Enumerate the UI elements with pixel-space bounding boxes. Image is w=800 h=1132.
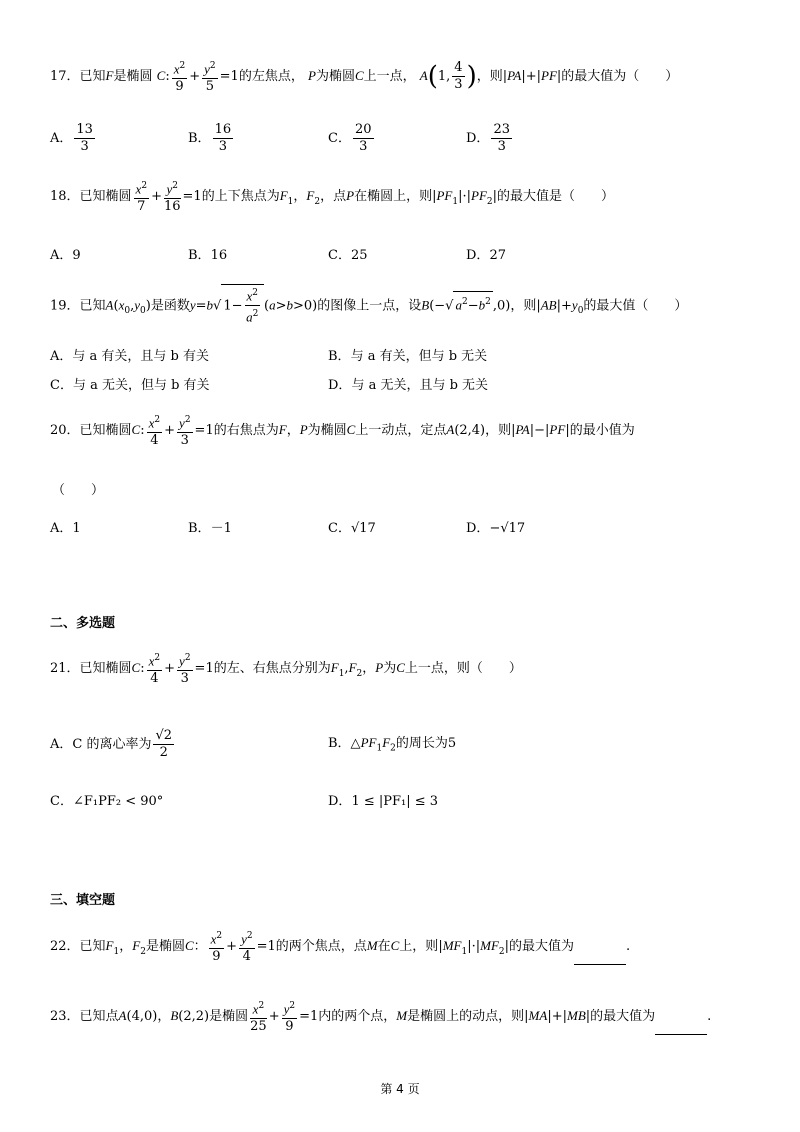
q18-number: 18．已知椭圆	[50, 189, 132, 205]
q20-option-d-value: −√17	[489, 521, 526, 536]
q20-option-a[interactable]: A．1	[50, 521, 81, 536]
q19-text: 是函数	[150, 298, 190, 314]
q18-text: ，	[293, 189, 307, 205]
page-number: 第 4 页	[380, 1082, 420, 1096]
q18-text: ，点	[320, 189, 347, 205]
q17-text: 是椭圆	[113, 69, 153, 85]
q18-option-a-value: 9	[72, 248, 81, 263]
q22-answer-blank[interactable]	[574, 950, 626, 965]
question-19: 19．已知$A(x_0,y_0)$是函数y=b√ 1− $\frac{x^2}{a^2}$ (a>b>0)的图像上一点，设B(−√ $a^2-b^2$ ,0)，则$|AB|+y_0$的最大值（ ）	[50, 284, 760, 327]
q21-option-b-text: 的周长为5	[395, 736, 457, 751]
q17-number: 17．已知	[50, 69, 106, 85]
q21-option-d[interactable]: D．1 ≤ |PF₁| ≤ 3	[328, 794, 439, 809]
q21-text: 的左、右焦点分别为	[213, 661, 331, 677]
q18-option-b[interactable]: B．16	[188, 248, 228, 263]
question-18: 18．已知椭圆 $\frac{x^2}{7}$ + $\frac{y^2}{16}$ =1的上下焦点为$F_1$，$F_2$，点P在椭圆上，则$|PF_1|\cdot|PF_2|$的最大值是（ ）	[50, 178, 760, 215]
q21-option-a-text: C 的离心率为	[72, 737, 152, 752]
q20-option-c[interactable]: C．√17	[328, 521, 376, 536]
q20-text: 为椭圆	[307, 423, 347, 439]
q19-number: 19．已知	[50, 298, 106, 314]
q19-option-d[interactable]: D．与 a 无关，且与 b 无关	[328, 378, 489, 393]
q20-text: 的右焦点为	[213, 423, 279, 439]
q17-option-c[interactable]: C． $\frac{20}{3}$	[328, 122, 372, 154]
q17-text: ，则	[476, 69, 503, 85]
q22-text: 上，则	[399, 939, 439, 955]
q19-option-a[interactable]: A．与 a 有关，且与 b 有关	[50, 349, 209, 364]
q23-text: 是椭圆	[209, 1009, 249, 1025]
q22-text: 在	[377, 939, 391, 955]
q22-number: 22．已知	[50, 939, 106, 955]
question-23: 23．已知点A(4,0)，B(2,2)是椭圆 $\frac{x^2}{25}$ + $\frac{y^2}{9}$ =1内的两个点，M是椭圆上的动点，则|MA|+|MB|的最大值为 .	[50, 998, 760, 1035]
q21-option-c-text: ∠F₁PF₂ < 90°	[72, 794, 164, 809]
q23-text: ，	[157, 1009, 171, 1025]
q21-option-c[interactable]: C．∠F₁PF₂ < 90°	[50, 794, 164, 809]
q18-text: 的上下焦点为	[201, 189, 280, 205]
q18-text: 的最大值是（ ）	[497, 189, 615, 205]
q20-option-b[interactable]: B．－1	[188, 521, 232, 536]
q20-text: ，则	[485, 423, 512, 439]
q20-option-d[interactable]: D．−√17	[466, 521, 526, 536]
section-heading-fill-in: 三、填空题	[50, 893, 116, 908]
q20-option-c-value: √17	[350, 521, 376, 536]
question-20: 20．已知椭圆C: $\frac{x^2}{4}$ + $\frac{y^2}{3}$ =1的右焦点为F，P为椭圆C上一动点，定点A(2,4)，则|PA|−|PF|的最小值为	[50, 412, 760, 449]
q18-option-d[interactable]: D．27	[466, 248, 506, 263]
q19-text: 的图像上一点，设	[317, 298, 422, 314]
q20-text: ，	[286, 423, 300, 439]
q20-option-b-value: －1	[210, 521, 232, 536]
q17-option-a[interactable]: A． $\frac{13}{3}$	[50, 122, 93, 154]
q17-text: 的左焦点，	[238, 69, 304, 85]
q23-text: 内的两个点，	[318, 1009, 397, 1025]
q19-text: 的最大值（ ）	[583, 298, 688, 314]
q18-text: 在椭圆上，则	[354, 189, 433, 205]
q19-text: ，则	[510, 298, 537, 314]
q21-option-d-text: 1 ≤ |PF₁| ≤ 3	[351, 794, 439, 809]
q19-option-b-value: 与 a 有关，但与 b 无关	[350, 349, 488, 364]
q21-text: ，	[362, 661, 376, 677]
q23-text: 是椭圆上的动点，则	[407, 1009, 525, 1025]
q19-option-a-value: 与 a 有关，且与 b 有关	[72, 349, 209, 364]
q17-text: 上一点，	[363, 69, 416, 85]
q18-option-b-value: 16	[210, 248, 228, 263]
q19-option-b[interactable]: B．与 a 有关，但与 b 无关	[328, 349, 488, 364]
q21-option-a[interactable]: A．C 的离心率为 $\frac{√2}{2}$	[50, 728, 173, 760]
q23-answer-blank[interactable]	[655, 1020, 707, 1035]
q22-text: 的两个焦点，点	[275, 939, 367, 955]
q18-option-c-value: 25	[350, 248, 368, 263]
q21-option-b[interactable]: B．$\triangle PF_1F_2$的周长为5	[328, 735, 457, 754]
section-heading-multiple-choice: 二、多选题	[50, 616, 116, 631]
q21-number: 21．已知椭圆	[50, 661, 132, 677]
q22-text: 是椭圆	[145, 939, 185, 955]
q20-text: 上一动点，定点	[355, 423, 447, 439]
q21-text: 上一点，则（ ）	[404, 661, 522, 677]
question-17: 17．已知F是椭圆 C: $\frac{x^2}{9}$ + $\frac{y^2}{5}$ =1的左焦点， P为椭圆C上一点， A(1, $\frac{4}{3}$ )，则|PA|+|PF|的最大值为（ ）	[50, 58, 760, 95]
q23-text: 的最大值为	[590, 1009, 656, 1025]
q21-text: 为	[383, 661, 397, 677]
q19-option-c-value: 与 a 无关，但与 b 有关	[72, 378, 210, 393]
q20-text: 的最小值为	[569, 423, 635, 439]
question-21: 21．已知椭圆C: $\frac{x^2}{4}$ + $\frac{y^2}{3}$ =1的左、右焦点分别为$F_1,F_2$，P为C上一点，则（ ）	[50, 650, 760, 687]
q23-number: 23．已知点	[50, 1009, 119, 1025]
q17-option-d[interactable]: D． $\frac{23}{3}$	[466, 122, 510, 154]
q18-option-d-value: 27	[489, 248, 506, 263]
q20-number: 20．已知椭圆	[50, 423, 132, 439]
q20-option-a-value: 1	[72, 521, 81, 536]
question-22: 22．已知$F_1$，$F_2$是椭圆C： $\frac{x^2}{9}$ + $\frac{y^2}{4}$ =1的两个焦点，点M在C上，则$|MF_1|\cdot|MF_2|$的最大值为 .	[50, 928, 760, 965]
q18-option-c[interactable]: C．25	[328, 248, 368, 263]
q17-text: 的最大值为（ ）	[561, 69, 679, 85]
q17-text: 为椭圆	[315, 69, 355, 85]
q22-text: 的最大值为	[509, 939, 575, 955]
q17-option-b[interactable]: B． $\frac{16}{3}$	[188, 122, 232, 154]
q19-option-d-value: 与 a 无关，且与 b 无关	[351, 378, 489, 393]
q18-option-a[interactable]: A．9	[50, 248, 81, 263]
q19-option-c[interactable]: C．与 a 无关，但与 b 有关	[50, 378, 210, 393]
q20-answer-paren: （ ）	[52, 483, 105, 498]
